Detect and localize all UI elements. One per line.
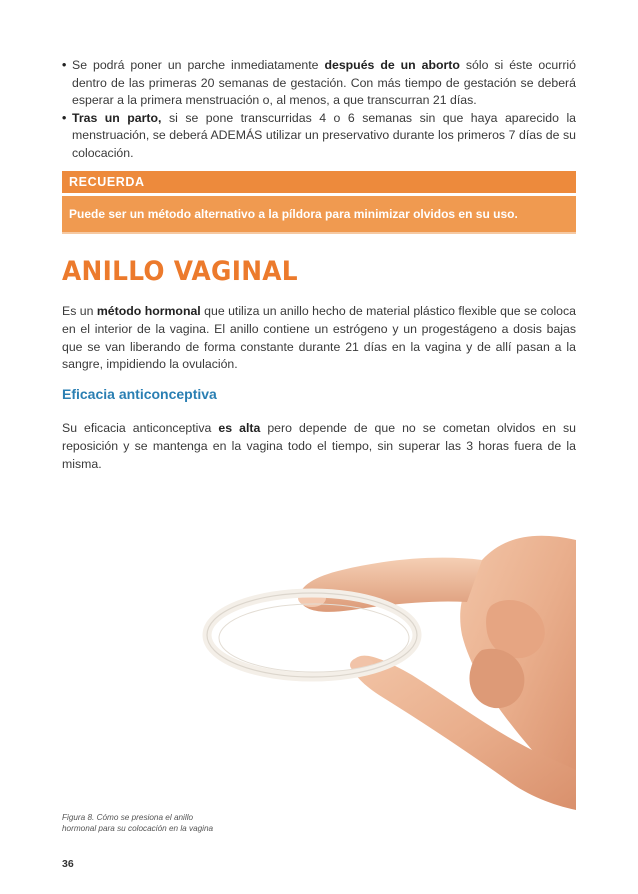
bullet-text — [72, 57, 576, 110]
paragraph-text-post: pero depende de que no se cometan olvidos en su reposición y se mantenga en la vagina todo el tiempo, sin superar las 3 horas fuera de la misma. — [62, 421, 576, 471]
bullet-text-pre: Se podrá poner un parche inmediatamente — [72, 58, 325, 72]
bullet-text — [72, 110, 576, 163]
figure-caption-line: hormonal para su colocación en la vagina — [62, 823, 214, 833]
recuerda-box — [62, 171, 576, 234]
bullet-text-bold: Tras un parto, — [72, 110, 162, 125]
section-paragraph — [62, 303, 576, 374]
bullet-text-post: si se pone transcurridas 4 o 6 semanas sin que haya aparecido la menstruación, se deberá ADEMÁS utilizar un preservativo durante los primeros 7 días de su colocación. — [72, 110, 577, 160]
bullet-marker: • — [62, 58, 67, 72]
paragraph-text-pre: Su eficacia anticonceptiva — [62, 421, 219, 435]
bullet-text-post: sólo si éste ocurrió dentro de las primeras 20 semanas de gestación. Con más tiempo de gestación se deberá esperar a la primera menstruación o, al menos, a que transcurran 21 días. — [72, 58, 576, 108]
figure-caption-line: Figura 8. Cómo se presiona el anillo — [62, 813, 194, 822]
bullet-marker: • — [62, 110, 67, 125]
section-title: ANILLO VAGINAL — [62, 256, 298, 287]
figure-caption — [62, 813, 262, 834]
subsection-paragraph — [62, 420, 576, 473]
recuerda-text: Puede ser un método alternativo a la píldora para minimizar olvidos en su uso. — [62, 196, 576, 234]
hand-holding-ring-photo — [62, 500, 576, 810]
bullet-item-aborto — [62, 57, 576, 110]
paragraph-text-bold: es alta — [218, 421, 261, 435]
subsection-title: Eficacia anticonceptiva — [62, 386, 217, 402]
bullet-text-bold: después de un aborto — [324, 58, 460, 72]
page-number: 36 — [62, 858, 74, 870]
recuerda-heading: RECUERDA — [62, 171, 576, 193]
paragraph-text-pre: Es un — [62, 304, 97, 318]
paragraph-text-bold: método hormonal — [96, 304, 201, 318]
paragraph-text-post: que utiliza un anillo hecho de material plástico flexible que se coloca en el interior de la vagina. El anillo contiene un estrógeno y un progestágeno a dosis bajas que se van liberando de forma constante durante 21 días en la vagina y de allí pasan a la sangre, impidiendo la ovulación. — [62, 304, 577, 372]
bullet-item-parto — [62, 110, 576, 163]
bullet-list — [62, 57, 576, 163]
